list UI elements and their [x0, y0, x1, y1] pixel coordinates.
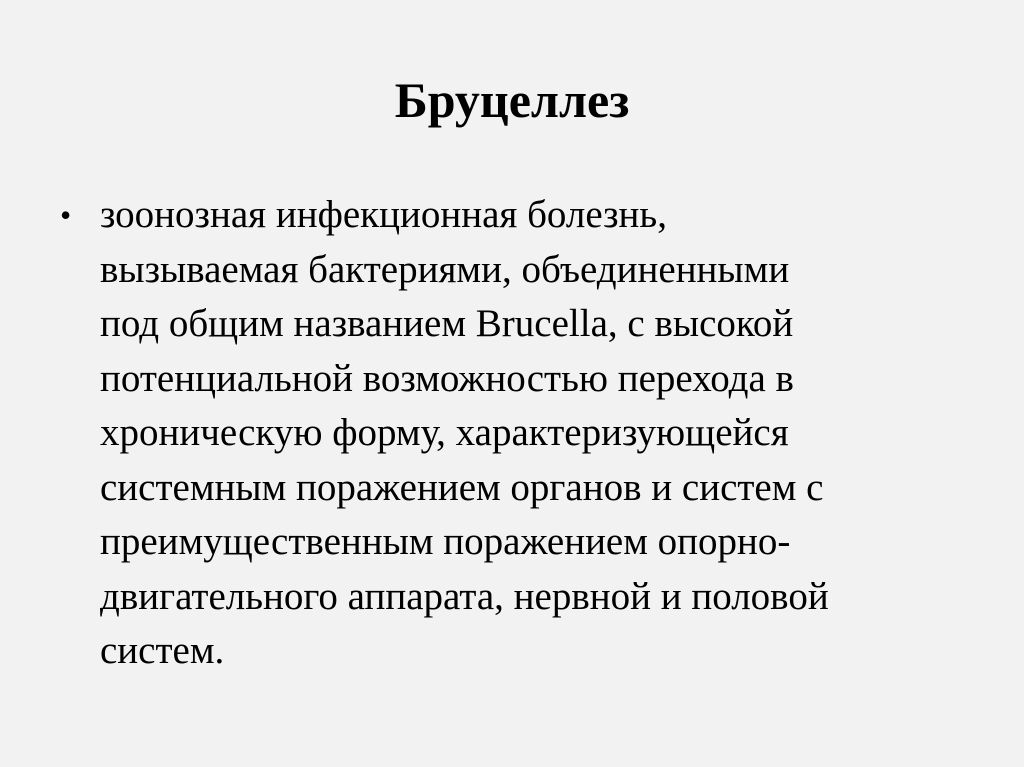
bullet-text-line: вызываемая бактериями, объединенными: [100, 247, 790, 291]
bullet-text-line: под общим названием Brucella, с высокой: [100, 302, 794, 345]
bullet-text-line: хроническую форму, характеризующейся: [100, 411, 789, 454]
bullet-text-line: системным поражением органов и систем с: [100, 465, 824, 509]
bullet-item: [60, 188, 960, 679]
bullet-marker: •: [60, 197, 72, 233]
bullet-list: [60, 188, 960, 679]
bullet-text-line: двигательного аппарата, нервной и половой: [100, 574, 829, 618]
bullet-text-line: преимущественным поражением опорно-: [100, 520, 791, 563]
bullet-text-line: зоонозная инфекционная болезнь,: [100, 193, 667, 236]
bullet-text-line: потенциальной возможностью перехода в: [100, 356, 794, 400]
bullet-text-line: систем.: [100, 629, 225, 672]
slide-title: Бруцеллез: [394, 72, 630, 128]
